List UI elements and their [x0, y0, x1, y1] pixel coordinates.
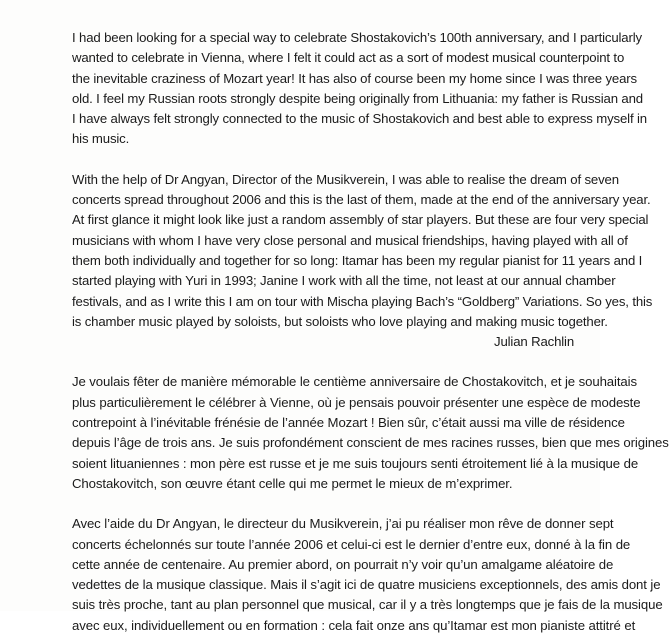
french-paragraph-1: [72, 372, 669, 494]
text-line: I have always felt strongly connected to the music of Shostakovich and best able to express myself in: [72, 111, 647, 127]
text-line: vedettes de la musique classique. Mais il s’agit ici de quatre musiciens exceptionnels, des amis dont je: [72, 577, 661, 593]
text-line: Chostakovitch, son œuvre étant celle qui me permet le mieux de m’exprimer.: [72, 475, 513, 491]
text-line: them both individually and together for so long: Itamar has been my regular pianist for 11 years and I: [72, 252, 643, 268]
english-paragraph-1: [72, 28, 647, 150]
text-line: soient lituaniennes : mon père est russe et je me suis toujours senti étroitement lié à la musique de: [72, 455, 639, 471]
text-line: Avec l’aide du Dr Angyan, le directeur du Musikverein, j’ai pu réaliser mon rêve de donner sept: [72, 516, 614, 532]
paragraph-gap: [72, 150, 574, 170]
text-line: With the help of Dr Angyan, Director of the Musikverein, I was able to realise the dream of seven: [72, 171, 619, 187]
text-line: concerts échelonnés sur toute l’année 2006 et celui-ci est le dernier d’entre eux, donné à la fin de: [72, 536, 631, 552]
text-line: concerts spread throughout 2006 and this is the last of them, made at the end of the anniversary year.: [72, 192, 651, 208]
paragraph-gap: [72, 352, 574, 372]
text-line: I had been looking for a special way to celebrate Shostakovich’s 100th anniversary, and I particularly: [72, 30, 642, 45]
text-line: depuis l’âge de trois ans. Je suis profondément conscient de mes racines russes, bien que mes origines: [72, 435, 669, 451]
text-line: cette année de centenaire. Au premier abord, on pourrait n’y voir qu’un amalgame aléatoire de: [72, 556, 614, 572]
text-line: musicians with whom I have very close personal and musical friendships, having played with all of: [72, 232, 628, 248]
text-line: plus particulièrement le célébrer à Vienne, où je pensais pouvoir présenter une espèce de modeste: [72, 394, 641, 410]
text-line: festivals, and as I write this I am on tour with Mischa playing Bach’s “Goldberg” Variations. So yes, this: [72, 293, 653, 309]
text-line: Je voulais fêter de manière mémorable le centième anniversaire de Chostakovitch, et je souhaitais: [72, 374, 637, 390]
text-line: wanted to celebrate in Vienna, where I felt it could act as a sort of modest musical counterpoint to: [72, 50, 625, 66]
text-line: contrepoint à l’inévitable frénésie de l’année Mozart ! Bien sûr, c’était aussi ma ville de résidence: [72, 415, 625, 431]
text-line: avec eux, individuellement ou en formation : cela fait onze ans qu’Itamar est mon pianiste attitré et: [72, 617, 636, 633]
text-column: [72, 28, 669, 636]
french-paragraph-2: [72, 514, 663, 636]
author-signature: Julian Rachlin: [494, 334, 574, 350]
paragraph-gap: [72, 494, 574, 514]
text-line: old. I feel my Russian roots strongly despite being originally from Lithuania: my father is Russian and: [72, 90, 643, 106]
text-line: the inevitable craziness of Mozart year! It has also of course been my home since I was three years: [72, 70, 637, 86]
text-line: is chamber music played by soloists, but soloists who love playing and making music together.: [72, 313, 608, 329]
text-line: At first glance it might look like just a random assembly of star players. But these are four very special: [72, 212, 649, 228]
text-line: started playing with Yuri in 1993; Janine I work with all the time, not least at our annual chamber: [72, 273, 616, 289]
text-line: his music.: [72, 131, 130, 147]
english-paragraph-2: [72, 170, 653, 353]
text-line: suis très proche, tant au plan personnel que musical, car il y a très longtemps que je fais de la musique: [72, 597, 663, 613]
